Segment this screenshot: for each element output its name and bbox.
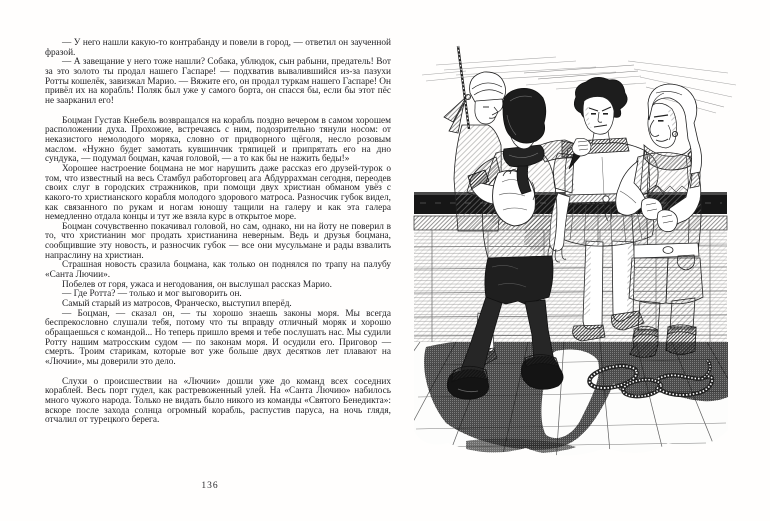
deck-planks bbox=[406, 336, 756, 463]
dialogue-paragraph: — Где Ротта? — только и мог выговорить он. bbox=[62, 289, 242, 300]
page-number: 136 bbox=[201, 481, 219, 491]
paragraph: Хорошее настроение боцмана не мог нарушить даже рассказ его друзей-турок о том, что известный на весь Стамбул работорговец ага Абдуррахман сегодня, переодев своих слуг в городских стражников, при помощи двух христиан обманом увёз с какого-то христианского корабля молодого здорового матроса. Разносчик губок видел, как связанного по рукам и ногам юношу тащили на галеру и как эта галера немедленно отдала концы и тут же взяла курс в открытое море. bbox=[45, 163, 391, 223]
illustration bbox=[406, 45, 756, 463]
paragraph: Слухи о происшествии на «Лючии» дошли уже до команд всех соседних кораблей. Весь порт гудел, как растревоженный улей. На «Санта Лючию» набилось много чужого народа. Только не видать было никого из команды «Святого Бенедикта»: вскоре после захода солнца огромный корабль, распустив паруса, на ночь глядя, отчалил от турецкого берега. bbox=[45, 376, 391, 426]
dialogue-paragraph: — Боцман, — сказал он, — ты хорошо знаешь законы моря. Мы всегда беспрекословно слушали тебя, потому что ты вправду отличный моряк и хорошо обращаешься с командой... Но теперь пришло время и тебе послушать нас. Мы судили Ротту нашим матросским судом — по законам моря. И осудили его. Приговор — смерть. Троим старикам, которые вот уже больше двух десятков лет плавают на «Лючии», мы доверили это дело. bbox=[45, 308, 391, 367]
paragraph: Боцман сочувственно покачивал головой, но сам, однако, ни на йоту не поверил в то, что христианин мог продать христианина неверным. Ведь и друзья боцмана, сообщившие эту новость, и разносчик губок — все они мусульмане и рады взвалить напраслину на христиан. bbox=[45, 221, 391, 261]
dialogue-paragraph: — У него нашли какую-то контрабанду и повели в город, — ответил он заученной фразой. bbox=[45, 38, 391, 58]
paragraph: Боцман Густав Кнебель возвращался на корабль поздно вечером в самом хорошем расположении духа. Прохожие, встречаясь с ним, подозрительно тянули носом: от неказистого немолодого моряка, словно от придворного щёголя, несло розовым маслом. «Нужно будет замотать кувшинчик тряпицей и припрятать его на дно сундука, — подумал боцман, качая головой, — а то как бы не нажить беды!» bbox=[45, 115, 391, 165]
paragraph: Побелев от горя, ужаса и негодования, он выслушал рассказ Марио. bbox=[62, 279, 332, 290]
dialogue-paragraph: — А завещание у него тоже нашли? Собака, ублюдок, сын рабыни, предатель! Вот за это золото ты продал нашего Гаспаре! — подхватив вывалившийся из-за пазухи Ротты кошелёк, завизжал Марио. — Вяжите его, он продал туркам нашего Гаспаре! Он привёл их на корабль! Поляк был уже у самого борта, он спасся бы, если бы этот пёс не заарканил его! bbox=[45, 57, 391, 106]
paragraph: Самый старый из матросов, Франческо, выступил вперёд. bbox=[62, 299, 292, 310]
text-column bbox=[45, 39, 391, 426]
paragraph: Страшная новость сразила боцмана, как только он поднялся по трапу на палубу «Санта Лючии». bbox=[45, 260, 391, 281]
